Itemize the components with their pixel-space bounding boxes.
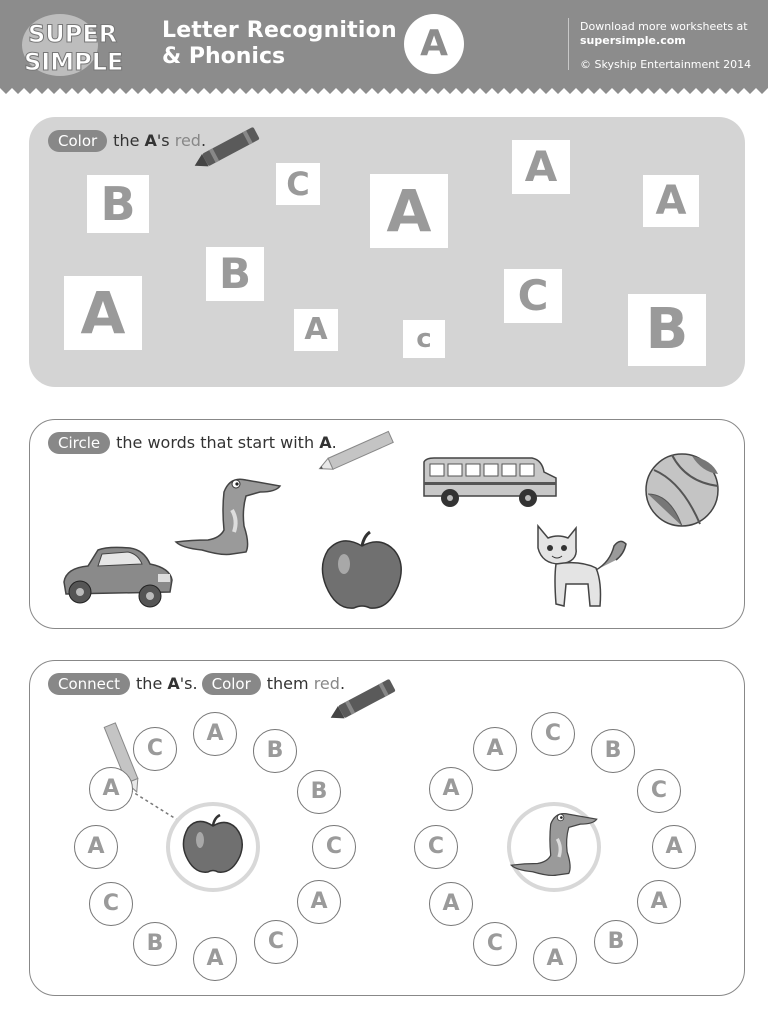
letter-bubble[interactable]: C: [414, 825, 458, 869]
download-note: Download more worksheets at: [580, 20, 748, 33]
cat-icon[interactable]: [530, 522, 630, 612]
letter-tile[interactable]: A: [64, 276, 142, 350]
letter-bubble[interactable]: A: [193, 937, 237, 981]
letter-tile[interactable]: c: [403, 320, 445, 358]
color-pill: Color: [48, 130, 107, 152]
alligator-icon[interactable]: [172, 470, 284, 560]
letter-bubble[interactable]: B: [594, 920, 638, 964]
letter-bubble[interactable]: A: [652, 825, 696, 869]
letter-bubble[interactable]: C: [254, 920, 298, 964]
title-line1: Letter Recognition: [162, 18, 397, 43]
letter-bubble[interactable]: C: [531, 712, 575, 756]
header-divider: [568, 18, 569, 70]
letter-bubble[interactable]: B: [591, 729, 635, 773]
target-letter-badge: A: [404, 14, 464, 74]
letter-tile[interactable]: B: [206, 247, 264, 301]
letter-bubble[interactable]: C: [312, 825, 356, 869]
letter-tile[interactable]: A: [370, 174, 448, 248]
apple-icon: [180, 814, 246, 876]
ball-icon[interactable]: [640, 452, 724, 528]
letter-bubble[interactable]: B: [133, 922, 177, 966]
letter-bubble[interactable]: A: [429, 882, 473, 926]
crayon-icon: [190, 124, 270, 170]
letter-bubble[interactable]: B: [297, 770, 341, 814]
super-simple-logo: [20, 12, 138, 78]
logo-line2: SIMPLE: [24, 48, 124, 76]
letter-bubble[interactable]: A: [74, 825, 118, 869]
letter-tile[interactable]: A: [643, 175, 699, 227]
section1-instruction: Color the A's red.: [48, 130, 206, 152]
letter-bubble[interactable]: C: [89, 882, 133, 926]
apple-icon[interactable]: [318, 530, 406, 612]
header-zigzag-edge: [0, 84, 768, 96]
letter-bubble[interactable]: A: [89, 767, 133, 811]
car-icon[interactable]: [58, 542, 176, 608]
letter-tile[interactable]: C: [504, 269, 562, 323]
logo-line1: SUPER: [28, 20, 118, 48]
letter-bubble[interactable]: A: [637, 880, 681, 924]
bus-icon[interactable]: [420, 456, 560, 510]
letter-bubble[interactable]: C: [133, 727, 177, 771]
section2-instruction: Circle the words that start with A.: [48, 432, 337, 454]
title-line2: & Phonics: [162, 44, 286, 69]
letter-bubble[interactable]: A: [297, 880, 341, 924]
letter-tile[interactable]: B: [628, 294, 706, 366]
copyright: © Skyship Entertainment 2014: [580, 58, 752, 71]
crayon-icon: [326, 676, 406, 722]
letter-bubble[interactable]: B: [253, 729, 297, 773]
circle-pill: Circle: [48, 432, 110, 454]
letter-bubble[interactable]: C: [637, 769, 681, 813]
connect-pill: Connect: [48, 673, 130, 695]
letter-bubble[interactable]: A: [473, 727, 517, 771]
letter-tile[interactable]: C: [276, 163, 320, 205]
letter-tile[interactable]: A: [294, 309, 338, 351]
website-link[interactable]: supersimple.com: [580, 34, 686, 47]
letter-bubble[interactable]: C: [473, 922, 517, 966]
letter-bubble[interactable]: A: [429, 767, 473, 811]
alligator-icon: [508, 806, 600, 880]
pencil-icon: [314, 428, 400, 476]
color-pill-2: Color: [202, 673, 261, 695]
letter-bubble[interactable]: A: [193, 712, 237, 756]
letter-tile[interactable]: A: [512, 140, 570, 194]
letter-bubble[interactable]: A: [533, 937, 577, 981]
letter-tile[interactable]: B: [87, 175, 149, 233]
section3-instruction: Connect the A's. Color them red.: [48, 673, 345, 695]
